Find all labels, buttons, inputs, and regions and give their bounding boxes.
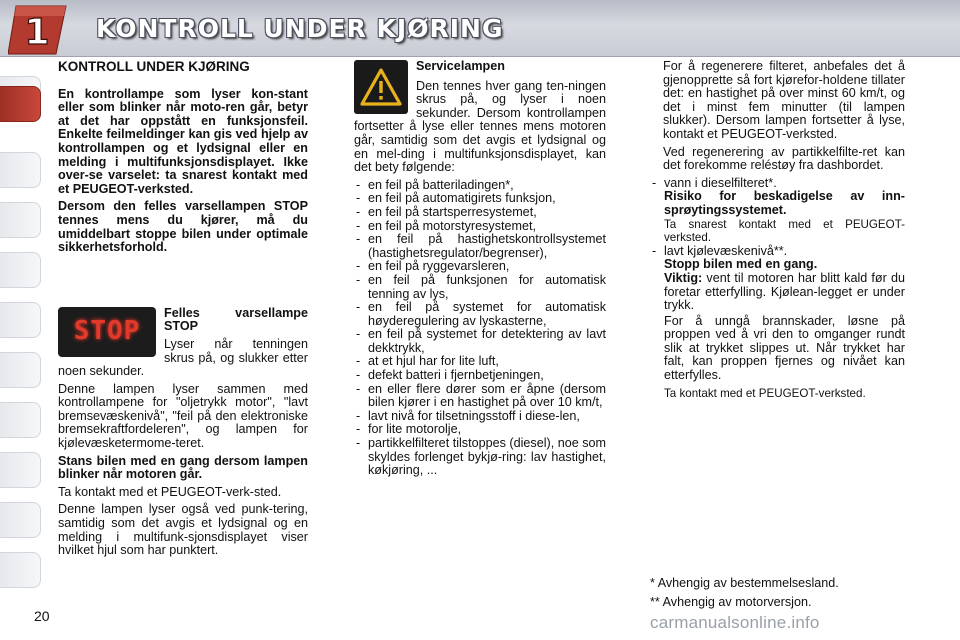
list-item: - en feil på ryggevarsleren, (354, 260, 606, 274)
list-item-bold: Risiko for beskadigelse av inn-sprøytingssystemet. (664, 189, 905, 217)
paragraph: Denne lampen lyser også ved punk-tering, samtidig som det avgis et lydsignal og en melding i multifunk-sjonsdisplayet viser hvilket hjul som har punktert. (58, 502, 308, 558)
chapter-tab[interactable] (0, 202, 41, 238)
stop-warning-paragraph: Dersom den felles varsellampen STOP tennes mens du kjører, må du umiddelbart stoppe bilen under optimale sikkerhetsforhold. (58, 199, 308, 255)
list-item: - for lite motorolje, (354, 423, 606, 437)
list-item-bold: Stopp bilen med en gang. (664, 257, 818, 272)
header-band (0, 0, 960, 57)
warning-triangle-icon (359, 67, 403, 107)
column-middle (354, 60, 606, 478)
service-lamp-icon (354, 60, 408, 114)
intro-bold-paragraph: En kontrollampe som lyser kon-stant eller som blinker når moto-ren går, betyr at det har oppstått en funksjonsfeil. Enkelte feilmeldinger kan gis ved hjelp av kontrollampen og et lydsignal eller en melding i multifunksjonsdisplayet. Ikke over-se varselet: ta snarest kontakt med et PEUGEOT-verksted. (58, 86, 308, 196)
chapter-number: 1 (24, 12, 50, 53)
column-left (58, 60, 308, 562)
viktig-label: Viktig: (664, 270, 703, 285)
chapter-tab[interactable] (0, 152, 41, 188)
paragraph: Ta kontakt med et PEUGEOT-verk-sted. (58, 484, 282, 499)
paragraph: For å regenerere filteret, anbefales det å gjenopprette så fort kjørefor-holdene tillater det: en hastighet på over minst 60 km/t, og det i minst fem minutter (til lampen slukker). Dersom lampen fortsetter å lyse, kontakt et PEUGEOT-verksted. (663, 59, 905, 141)
list-item: - en feil på hastighetskontrollsystemet (hastighetsregulator/begrenser), (354, 233, 606, 260)
list-item: - en feil på startsperresystemet, (354, 206, 606, 220)
chapter-tabs (0, 56, 42, 586)
chapter-tab-active[interactable] (0, 86, 41, 122)
page-title: KONTROLL UNDER KJØRING (96, 14, 504, 43)
list-item: - en feil på batteriladingen*, (354, 179, 606, 193)
chapter-badge (8, 4, 70, 56)
list-item (650, 245, 905, 401)
stop-lamp-icon (58, 307, 156, 357)
list-item-text: lavt kjølevæskenivå**. (664, 243, 788, 258)
paragraph: Denne lampen lyser sammen med kontrollampene for "oljetrykk motor", "lavt bremsevæskenivå", "feil på den elektroniske bremsekraftfordeleren", og lampen for kjølevæsketermome-teret. (58, 381, 308, 451)
chapter-tab[interactable] (0, 552, 41, 588)
list-item: - en feil på systemet for automatisk høyderegulering av lyskasterne, (354, 301, 606, 328)
paragraph: Ved regenerering av partikkelfilte-ret kan det forekomme reléstøy fra dashbordet. (663, 144, 905, 173)
chapter-tab[interactable] (0, 352, 41, 388)
chapter-tab[interactable] (0, 402, 41, 438)
stop-lamp-label: STOP (73, 315, 141, 346)
page-number: 20 (34, 608, 50, 624)
list-item: - en eller flere dører som er åpne (dersom bilen kjører i en hastighet på over 10 km/t, (354, 383, 606, 410)
list-item: - at et hjul har for lite luft, (354, 355, 606, 369)
stop-description: Lyser når tenningen skrus på, og slukker etter noen sekunder. (58, 336, 308, 379)
chapter-tab[interactable] (0, 302, 41, 338)
footnote-2: ** Avhengig av motorversjon. (650, 595, 812, 609)
chapter-tab[interactable] (0, 252, 41, 288)
list-item: - en feil på funksjonen for automatisk tenning av lys, (354, 274, 606, 301)
list-item: - lavt nivå for tilsetningsstoff i diese-len, (354, 410, 606, 424)
service-lamp-intro: Den tennes hver gang ten-ningen skrus på, og lyser i noen sekunder. Dersom kontrollampen fortsetter å lyse eller tennes mens motoren går, samtidig som det avgis et lydsignal og en mel-ding i multifunksjonsdisplayet, kan det bety følgende: (354, 78, 606, 175)
bold-paragraph: Stans bilen med en gang dersom lampen blinker når motoren går. (58, 453, 308, 482)
list-item (650, 177, 905, 245)
chapter-tab[interactable] (0, 452, 41, 488)
list-item-note: Ta snarest kontakt med et PEUGEOT-verksted. (664, 217, 905, 245)
list-item-paragraph: For å unngå brannskader, løsne på proppen ved å vri den to omganger rundt slik at trykket slippes ut. Når trykket har falt, kan proppen fjernes og nivået kan etterfylles. (664, 313, 905, 383)
list-item: - en feil på motorstyresystemet, (354, 220, 606, 234)
list-item-text: vann i dieselfilteret*. (664, 175, 777, 190)
fault-list-continued (650, 177, 905, 401)
list-item-note: Ta kontakt med et PEUGEOT-verksted. (664, 386, 866, 400)
section-title: KONTROLL UNDER KJØRING (58, 59, 250, 74)
list-item: - en feil på automatigirets funksjon, (354, 192, 606, 206)
list-item: - defekt batteri i fjernbetjeningen, (354, 369, 606, 383)
footnote-1: * Avhengig av bestemmelsesland. (650, 576, 839, 590)
list-item: - en feil på systemet for detektering av lavt dekktrykk, (354, 328, 606, 355)
watermark: carmanualsonline.info (650, 613, 820, 632)
chapter-tab[interactable] (0, 502, 41, 538)
viktig-text: vent til motoren har blitt kald før du foretar etterfylling. Kjølean-legget er under trykk. (664, 270, 905, 313)
list-item: - partikkelfilteret tilstoppes (diesel), noe som skyldes forlenget bykjø-ring: lav hastighet, køkjøring, ... (354, 437, 606, 478)
footnotes (650, 574, 839, 612)
stop-heading: Felles varsellampe STOP (164, 305, 308, 334)
column-right (650, 60, 905, 400)
service-lamp-heading: Servicelampen (416, 59, 505, 73)
fault-list (354, 179, 606, 478)
